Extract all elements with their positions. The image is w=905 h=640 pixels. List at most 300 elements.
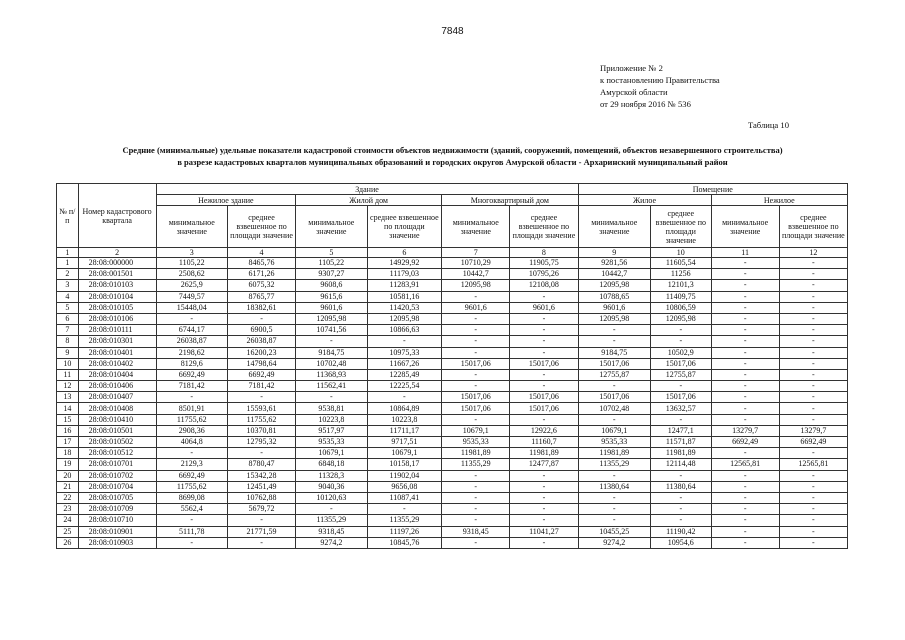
value-cell: - xyxy=(779,325,847,336)
value-cell: 11981,89 xyxy=(510,448,578,459)
table-row xyxy=(57,504,848,515)
row-number-cell: 16 xyxy=(57,425,79,436)
value-cell: - xyxy=(367,392,442,403)
row-number-cell: 2 xyxy=(57,269,79,280)
value-cell: - xyxy=(711,481,779,492)
value-cell: 13632,57 xyxy=(650,403,711,414)
cadastral-number-cell: 28:08:010410 xyxy=(78,414,156,425)
cadastral-number-cell: 28:08:010710 xyxy=(78,515,156,526)
value-cell: 10442,7 xyxy=(442,269,510,280)
header-num: № п/п xyxy=(57,184,79,248)
value-cell: 10806,59 xyxy=(650,302,711,313)
value-cell: - xyxy=(711,325,779,336)
value-cell: - xyxy=(578,492,650,503)
page-number: 7848 xyxy=(441,26,464,37)
value-cell: 8129,6 xyxy=(156,358,227,369)
value-cell: - xyxy=(711,515,779,526)
value-cell: - xyxy=(779,269,847,280)
value-cell: - xyxy=(442,381,510,392)
header-group-premises: Помещение xyxy=(578,184,848,195)
table-row xyxy=(57,358,848,369)
value-cell: - xyxy=(711,313,779,324)
value-cell: - xyxy=(650,515,711,526)
row-number-cell: 17 xyxy=(57,437,79,448)
value-cell: 18382,61 xyxy=(227,302,295,313)
value-cell: 15342,28 xyxy=(227,470,295,481)
value-cell: 11571,87 xyxy=(650,437,711,448)
row-number-cell: 18 xyxy=(57,448,79,459)
table-row xyxy=(57,269,848,280)
value-cell: 10679,1 xyxy=(442,425,510,436)
value-cell: 7181,42 xyxy=(227,381,295,392)
value-cell: 13279,7 xyxy=(779,425,847,436)
value-cell: 9281,56 xyxy=(578,258,650,269)
table-row xyxy=(57,437,848,448)
value-cell: 11667,26 xyxy=(367,358,442,369)
value-cell: 11562,41 xyxy=(296,381,367,392)
value-cell: 11981,89 xyxy=(650,448,711,459)
table-row xyxy=(57,470,848,481)
value-cell: 10975,33 xyxy=(367,347,442,358)
value-cell: - xyxy=(510,369,578,380)
value-cell: 11355,29 xyxy=(296,515,367,526)
value-cell: - xyxy=(711,492,779,503)
value-cell: - xyxy=(650,470,711,481)
header-min: минимальное значение xyxy=(578,206,650,248)
value-cell: - xyxy=(711,347,779,358)
value-cell: 9538,81 xyxy=(296,403,367,414)
column-number: 3 xyxy=(156,248,227,258)
table-header xyxy=(57,184,848,258)
value-cell: 9656,08 xyxy=(367,481,442,492)
value-cell: - xyxy=(779,347,847,358)
value-cell: 9318,45 xyxy=(442,526,510,537)
value-cell: - xyxy=(779,470,847,481)
value-cell: - xyxy=(711,381,779,392)
table-label: Таблица 10 xyxy=(747,120,789,130)
value-cell: 12565,81 xyxy=(711,459,779,470)
value-cell: 9535,33 xyxy=(296,437,367,448)
value-cell: 6900,5 xyxy=(227,325,295,336)
value-cell: 10679,1 xyxy=(367,448,442,459)
value-cell: 6692,49 xyxy=(156,369,227,380)
title-line: Средние (минимальные) удельные показатели кадастровой стоимости объектов недвижимости (зданий, сооружений, помещений, объектов незавершенного строительства) xyxy=(122,145,783,155)
value-cell: 1105,22 xyxy=(296,258,367,269)
header-avg: среднее взвешенное по площади значение xyxy=(510,206,578,248)
value-cell: - xyxy=(442,369,510,380)
value-cell: - xyxy=(442,492,510,503)
value-cell: 9184,75 xyxy=(296,347,367,358)
value-cell: - xyxy=(442,470,510,481)
value-cell: 2198,62 xyxy=(156,347,227,358)
value-cell: 10370,81 xyxy=(227,425,295,436)
value-cell: - xyxy=(442,336,510,347)
value-cell: - xyxy=(227,515,295,526)
cadastral-number-cell: 28:08:010106 xyxy=(78,313,156,324)
value-cell: - xyxy=(578,381,650,392)
value-cell: - xyxy=(156,515,227,526)
value-cell: 2129,3 xyxy=(156,459,227,470)
value-cell: - xyxy=(779,313,847,324)
cadastral-number-cell: 28:08:010502 xyxy=(78,437,156,448)
column-number: 8 xyxy=(510,248,578,258)
value-cell: - xyxy=(227,313,295,324)
value-cell: 8780,47 xyxy=(227,459,295,470)
row-number-cell: 12 xyxy=(57,381,79,392)
table-row xyxy=(57,313,848,324)
value-cell: - xyxy=(578,515,650,526)
value-cell: 16200,23 xyxy=(227,347,295,358)
value-cell: 10581,16 xyxy=(367,291,442,302)
value-cell: 11902,04 xyxy=(367,470,442,481)
value-cell: 7181,42 xyxy=(156,381,227,392)
value-cell: - xyxy=(779,403,847,414)
value-cell: - xyxy=(779,448,847,459)
value-cell: 12795,32 xyxy=(227,437,295,448)
value-cell: 10120,63 xyxy=(296,492,367,503)
appendix-line: к постановлению Правительства xyxy=(600,75,720,85)
value-cell: 10702,48 xyxy=(296,358,367,369)
row-number-cell: 4 xyxy=(57,291,79,302)
table-row xyxy=(57,291,848,302)
value-cell: 12114,48 xyxy=(650,459,711,470)
value-cell: - xyxy=(711,526,779,537)
value-cell: 9040,36 xyxy=(296,481,367,492)
value-cell: 9318,45 xyxy=(296,526,367,537)
table-body xyxy=(57,258,848,549)
cadastral-number-cell: 28:08:010705 xyxy=(78,492,156,503)
value-cell: - xyxy=(779,492,847,503)
column-number: 6 xyxy=(367,248,442,258)
cadastral-number-cell: 28:08:001501 xyxy=(78,269,156,280)
value-cell: 10788,65 xyxy=(578,291,650,302)
header-apartment: Многоквартирный дом xyxy=(442,195,578,206)
cadastral-number-cell: 28:08:010406 xyxy=(78,381,156,392)
table-row xyxy=(57,347,848,358)
value-cell: 6692,49 xyxy=(156,470,227,481)
value-cell: - xyxy=(711,470,779,481)
column-number: 4 xyxy=(227,248,295,258)
value-cell: - xyxy=(510,414,578,425)
value-cell: 10223,8 xyxy=(367,414,442,425)
table-row xyxy=(57,280,848,291)
row-number-cell: 8 xyxy=(57,336,79,347)
table-row xyxy=(57,414,848,425)
cadastral-number-cell: 28:08:010512 xyxy=(78,448,156,459)
cadastral-number-cell: 28:08:010903 xyxy=(78,537,156,548)
value-cell: - xyxy=(779,537,847,548)
value-cell: - xyxy=(650,414,711,425)
value-cell: 9274,2 xyxy=(578,537,650,548)
value-cell: 11711,17 xyxy=(367,425,442,436)
value-cell: 11179,03 xyxy=(367,269,442,280)
value-cell: 7449,57 xyxy=(156,291,227,302)
table-row xyxy=(57,392,848,403)
value-cell: 5111,78 xyxy=(156,526,227,537)
table-row xyxy=(57,481,848,492)
value-cell: 15448,04 xyxy=(156,302,227,313)
value-cell: 11087,41 xyxy=(367,492,442,503)
value-cell: - xyxy=(510,515,578,526)
value-cell: 9274,2 xyxy=(296,537,367,548)
value-cell: 10502,9 xyxy=(650,347,711,358)
header-nonres-premises: Нежилое xyxy=(711,195,847,206)
value-cell: 2908,36 xyxy=(156,425,227,436)
value-cell: - xyxy=(779,381,847,392)
value-cell: - xyxy=(650,492,711,503)
value-cell: - xyxy=(367,336,442,347)
value-cell: - xyxy=(578,325,650,336)
cadastral-number-cell: 28:08:010408 xyxy=(78,403,156,414)
header-residential: Жилое xyxy=(578,195,711,206)
value-cell: 12095,98 xyxy=(578,313,650,324)
value-cell: - xyxy=(711,537,779,548)
value-cell: - xyxy=(510,336,578,347)
value-cell: 15017,06 xyxy=(650,392,711,403)
value-cell: - xyxy=(156,537,227,548)
value-cell: - xyxy=(510,504,578,515)
value-cell: 9608,6 xyxy=(296,280,367,291)
value-cell: - xyxy=(442,414,510,425)
cadastral-number-cell: 28:08:010103 xyxy=(78,280,156,291)
value-cell: 6075,32 xyxy=(227,280,295,291)
value-cell: 11256 xyxy=(650,269,711,280)
value-cell: 6171,26 xyxy=(227,269,295,280)
value-cell: - xyxy=(442,515,510,526)
value-cell: 10864,89 xyxy=(367,403,442,414)
value-cell: 12755,87 xyxy=(578,369,650,380)
column-number: 1 xyxy=(57,248,79,258)
value-cell: 15017,06 xyxy=(510,358,578,369)
value-cell: 11605,54 xyxy=(650,258,711,269)
value-cell: 9535,33 xyxy=(442,437,510,448)
value-cell: - xyxy=(779,526,847,537)
column-number: 7 xyxy=(442,248,510,258)
value-cell: 9717,51 xyxy=(367,437,442,448)
value-cell: - xyxy=(578,414,650,425)
value-cell: 15017,06 xyxy=(510,403,578,414)
cadastral-number-cell: 28:08:010704 xyxy=(78,481,156,492)
value-cell: 11160,7 xyxy=(510,437,578,448)
table-row xyxy=(57,403,848,414)
table-row xyxy=(57,258,848,269)
value-cell: 11355,29 xyxy=(442,459,510,470)
value-cell: - xyxy=(779,336,847,347)
value-cell: - xyxy=(779,358,847,369)
value-cell: 12451,49 xyxy=(227,481,295,492)
value-cell: 15017,06 xyxy=(442,358,510,369)
value-cell: - xyxy=(578,470,650,481)
row-number-cell: 7 xyxy=(57,325,79,336)
value-cell: 12095,98 xyxy=(650,313,711,324)
cadastral-number-cell: 28:08:000000 xyxy=(78,258,156,269)
value-cell: 11355,29 xyxy=(367,515,442,526)
value-cell: 9601,6 xyxy=(296,302,367,313)
value-cell: 6744,17 xyxy=(156,325,227,336)
table-row xyxy=(57,381,848,392)
value-cell: 10741,56 xyxy=(296,325,367,336)
value-cell: - xyxy=(779,392,847,403)
row-number-cell: 23 xyxy=(57,504,79,515)
value-cell: 11368,93 xyxy=(296,369,367,380)
value-cell: 12101,3 xyxy=(650,280,711,291)
value-cell: 11355,29 xyxy=(578,459,650,470)
value-cell: - xyxy=(442,325,510,336)
value-cell: 6692,49 xyxy=(227,369,295,380)
value-cell: 21771,59 xyxy=(227,526,295,537)
row-number-cell: 13 xyxy=(57,392,79,403)
header-house: Жилой дом xyxy=(296,195,442,206)
appendix-line: Приложение № 2 xyxy=(600,63,663,73)
value-cell: 12477,87 xyxy=(510,459,578,470)
value-cell: 11190,42 xyxy=(650,526,711,537)
row-number-cell: 9 xyxy=(57,347,79,358)
value-cell: 11981,89 xyxy=(578,448,650,459)
value-cell: - xyxy=(711,291,779,302)
value-cell: 26038,87 xyxy=(227,336,295,347)
table-row xyxy=(57,325,848,336)
value-cell: 2625,9 xyxy=(156,280,227,291)
table-row xyxy=(57,448,848,459)
value-cell: - xyxy=(711,302,779,313)
value-cell: 11981,89 xyxy=(442,448,510,459)
value-cell: - xyxy=(227,392,295,403)
value-cell: 15017,06 xyxy=(578,392,650,403)
value-cell: 8765,77 xyxy=(227,291,295,302)
value-cell: 9307,27 xyxy=(296,269,367,280)
cadastral-number-cell: 28:08:010901 xyxy=(78,526,156,537)
table-row xyxy=(57,369,848,380)
row-number-cell: 25 xyxy=(57,526,79,537)
row-number-cell: 15 xyxy=(57,414,79,425)
value-cell: - xyxy=(711,280,779,291)
value-cell: - xyxy=(442,291,510,302)
row-number-cell: 19 xyxy=(57,459,79,470)
value-cell: - xyxy=(442,504,510,515)
value-cell: - xyxy=(156,448,227,459)
value-cell: 15017,06 xyxy=(578,358,650,369)
column-number: 5 xyxy=(296,248,367,258)
value-cell: - xyxy=(779,280,847,291)
value-cell: 2508,62 xyxy=(156,269,227,280)
table-row xyxy=(57,526,848,537)
cadastral-number-cell: 28:08:010401 xyxy=(78,347,156,358)
row-number-cell: 3 xyxy=(57,280,79,291)
value-cell: 10954,6 xyxy=(650,537,711,548)
value-cell: 10702,48 xyxy=(578,403,650,414)
value-cell: 10442,7 xyxy=(578,269,650,280)
row-number-cell: 14 xyxy=(57,403,79,414)
value-cell: 12095,98 xyxy=(367,313,442,324)
value-cell: 12755,87 xyxy=(650,369,711,380)
column-number-row xyxy=(57,248,848,258)
value-cell: - xyxy=(578,336,650,347)
cadastral-number-cell: 28:08:010111 xyxy=(78,325,156,336)
value-cell: - xyxy=(711,504,779,515)
value-cell: - xyxy=(510,470,578,481)
value-cell: - xyxy=(711,336,779,347)
table-row xyxy=(57,492,848,503)
value-cell: - xyxy=(367,504,442,515)
value-cell: 12477,1 xyxy=(650,425,711,436)
value-cell: 8501,91 xyxy=(156,403,227,414)
appendix-line: Амурской области xyxy=(600,87,668,97)
value-cell: - xyxy=(711,369,779,380)
value-cell: 11283,91 xyxy=(367,280,442,291)
value-cell: - xyxy=(711,403,779,414)
value-cell: 11197,26 xyxy=(367,526,442,537)
cadastral-number-cell: 28:08:010402 xyxy=(78,358,156,369)
value-cell: 11755,62 xyxy=(227,414,295,425)
appendix-line: от 29 ноября 2016 № 536 xyxy=(600,99,691,109)
value-cell: 9184,75 xyxy=(578,347,650,358)
cadastral-number-cell: 28:08:010105 xyxy=(78,302,156,313)
cadastral-number-cell: 28:08:010301 xyxy=(78,336,156,347)
value-cell: 10679,1 xyxy=(578,425,650,436)
value-cell: - xyxy=(296,504,367,515)
value-cell: - xyxy=(156,313,227,324)
value-cell: - xyxy=(711,358,779,369)
row-number-cell: 1 xyxy=(57,258,79,269)
value-cell: - xyxy=(510,313,578,324)
value-cell: 11409,75 xyxy=(650,291,711,302)
header-cadastral: Номер кадастрового квартала xyxy=(78,184,156,248)
header-avg: среднее взвешенное по площади значение xyxy=(779,206,847,248)
value-cell: - xyxy=(510,347,578,358)
value-cell: - xyxy=(227,537,295,548)
value-cell: - xyxy=(650,336,711,347)
value-cell: 15017,06 xyxy=(510,392,578,403)
row-number-cell: 10 xyxy=(57,358,79,369)
value-cell: - xyxy=(711,258,779,269)
value-cell: 12285,49 xyxy=(367,369,442,380)
cadastral-number-cell: 28:08:010104 xyxy=(78,291,156,302)
cadastral-number-cell: 28:08:010709 xyxy=(78,504,156,515)
value-cell: 1105,22 xyxy=(156,258,227,269)
value-cell: - xyxy=(779,258,847,269)
value-cell: - xyxy=(442,347,510,358)
value-cell: 10762,88 xyxy=(227,492,295,503)
value-cell: 11755,62 xyxy=(156,481,227,492)
header-avg: среднее взвешенное по площади значение xyxy=(367,206,442,248)
value-cell: - xyxy=(296,336,367,347)
value-cell: 14929,92 xyxy=(367,258,442,269)
header-nonres-building: Нежилое здание xyxy=(156,195,296,206)
cadastral-number-cell: 28:08:010407 xyxy=(78,392,156,403)
value-cell: - xyxy=(510,291,578,302)
value-cell: 4064,8 xyxy=(156,437,227,448)
value-cell: 6692,49 xyxy=(779,437,847,448)
table-row xyxy=(57,336,848,347)
value-cell: 9615,6 xyxy=(296,291,367,302)
value-cell: 10158,17 xyxy=(367,459,442,470)
value-cell: 12095,98 xyxy=(578,280,650,291)
value-cell: - xyxy=(227,448,295,459)
value-cell: - xyxy=(650,504,711,515)
value-cell: - xyxy=(711,448,779,459)
value-cell: - xyxy=(442,481,510,492)
value-cell: - xyxy=(779,369,847,380)
value-cell: 10710,29 xyxy=(442,258,510,269)
value-cell: - xyxy=(779,515,847,526)
value-cell: - xyxy=(711,269,779,280)
value-cell: 11755,62 xyxy=(156,414,227,425)
cadastral-number-cell: 28:08:010701 xyxy=(78,459,156,470)
value-cell: 9517,97 xyxy=(296,425,367,436)
value-cell: 12225,54 xyxy=(367,381,442,392)
value-cell: - xyxy=(650,381,711,392)
column-number: 11 xyxy=(711,248,779,258)
